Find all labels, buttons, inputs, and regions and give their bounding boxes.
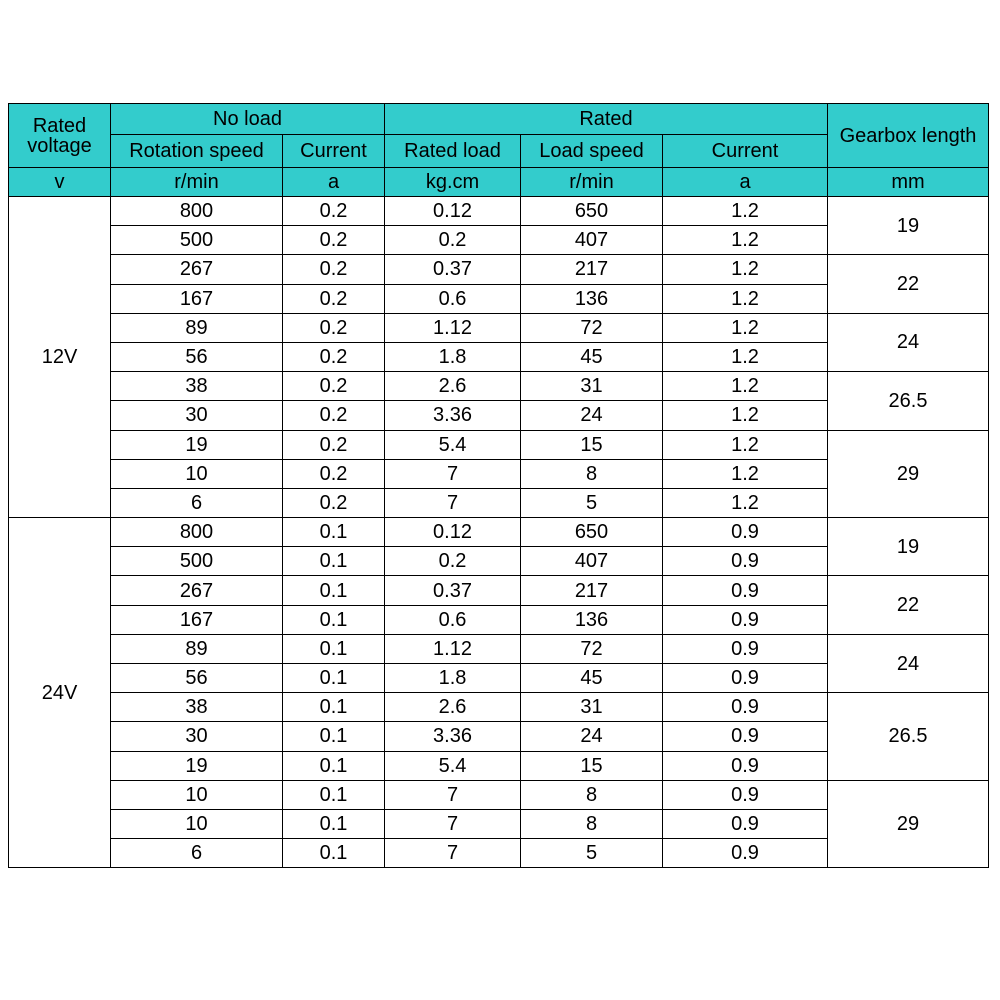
no-load-current-cell: 0.2 (283, 430, 385, 459)
rotation-speed-cell: 500 (111, 226, 283, 255)
no-load-current-cell: 0.1 (283, 634, 385, 663)
load-speed-cell: 8 (521, 809, 663, 838)
load-speed-cell: 5 (521, 839, 663, 868)
rated-load-cell: 2.6 (385, 372, 521, 401)
rotation-speed-cell: 38 (111, 372, 283, 401)
rated-load-header: Rated load (385, 135, 521, 168)
table-row (9, 634, 989, 663)
load-speed-cell: 407 (521, 226, 663, 255)
rotation-speed-cell: 19 (111, 751, 283, 780)
rated-header: Rated (385, 104, 828, 135)
rotation-speed-cell: 10 (111, 780, 283, 809)
no-load-current-cell: 0.1 (283, 780, 385, 809)
no-load-current-header: Current (283, 135, 385, 168)
rated-current-cell: 0.9 (663, 839, 828, 868)
table-row (9, 576, 989, 605)
no-load-current-cell: 0.2 (283, 342, 385, 371)
rotation-speed-cell: 267 (111, 255, 283, 284)
load-speed-header: Load speed (521, 135, 663, 168)
no-load-current-cell: 0.2 (283, 284, 385, 313)
rated-load-cell: 7 (385, 488, 521, 517)
rated-load-cell: 0.2 (385, 226, 521, 255)
rated-current-cell: 1.2 (663, 459, 828, 488)
rotation-speed-cell: 500 (111, 547, 283, 576)
table-row (9, 372, 989, 401)
rated-load-cell: 3.36 (385, 722, 521, 751)
rated-current-cell: 0.9 (663, 751, 828, 780)
gearbox-length-cell: 22 (828, 576, 989, 634)
table-row (9, 313, 989, 342)
gearbox-length-cell: 26.5 (828, 372, 989, 430)
no-load-current-cell: 0.1 (283, 664, 385, 693)
unit-gearbox-length: mm (828, 168, 989, 197)
gearbox-length-cell: 22 (828, 255, 989, 313)
no-load-current-cell: 0.2 (283, 401, 385, 430)
no-load-current-cell: 0.2 (283, 255, 385, 284)
rated-load-cell: 1.8 (385, 342, 521, 371)
no-load-current-cell: 0.2 (283, 372, 385, 401)
rated-voltage-header: Rated voltage (9, 104, 111, 168)
rated-current-cell: 1.2 (663, 313, 828, 342)
rated-load-cell: 5.4 (385, 430, 521, 459)
load-speed-cell: 45 (521, 342, 663, 371)
rotation-speed-cell: 267 (111, 576, 283, 605)
rated-load-cell: 0.37 (385, 576, 521, 605)
rated-load-cell: 0.6 (385, 284, 521, 313)
gearbox-length-cell: 29 (828, 430, 989, 518)
rotation-speed-cell: 800 (111, 197, 283, 226)
rated-load-cell: 1.8 (385, 664, 521, 693)
rated-current-cell: 1.2 (663, 488, 828, 517)
load-speed-cell: 217 (521, 576, 663, 605)
load-speed-cell: 8 (521, 780, 663, 809)
rotation-speed-cell: 6 (111, 488, 283, 517)
unit-rotation-speed: r/min (111, 168, 283, 197)
gearbox-length-cell: 19 (828, 197, 989, 255)
unit-voltage: v (9, 168, 111, 197)
rotation-speed-cell: 56 (111, 342, 283, 371)
table-body (9, 197, 989, 868)
load-speed-cell: 136 (521, 284, 663, 313)
rated-current-cell: 0.9 (663, 722, 828, 751)
unit-no-load-current: a (283, 168, 385, 197)
no-load-current-cell: 0.2 (283, 488, 385, 517)
no-load-current-cell: 0.1 (283, 751, 385, 780)
table-row (9, 197, 989, 226)
rated-current-cell: 0.9 (663, 664, 828, 693)
rated-load-cell: 0.6 (385, 605, 521, 634)
load-speed-cell: 5 (521, 488, 663, 517)
no-load-current-cell: 0.1 (283, 809, 385, 838)
rated-current-cell: 0.9 (663, 518, 828, 547)
no-load-current-cell: 0.1 (283, 547, 385, 576)
rotation-speed-cell: 89 (111, 634, 283, 663)
gearbox-length-cell: 26.5 (828, 693, 989, 781)
rated-current-cell: 0.9 (663, 780, 828, 809)
rated-load-cell: 7 (385, 809, 521, 838)
rated-load-cell: 0.2 (385, 547, 521, 576)
rated-load-cell: 0.37 (385, 255, 521, 284)
motor-spec-table (8, 103, 989, 868)
load-speed-cell: 31 (521, 372, 663, 401)
rated-current-cell: 0.9 (663, 547, 828, 576)
table-row (9, 518, 989, 547)
rated-load-cell: 2.6 (385, 693, 521, 722)
rated-load-cell: 3.36 (385, 401, 521, 430)
rated-current-cell: 0.9 (663, 634, 828, 663)
no-load-current-cell: 0.1 (283, 839, 385, 868)
rated-load-cell: 1.12 (385, 313, 521, 342)
load-speed-cell: 31 (521, 693, 663, 722)
rated-load-cell: 0.12 (385, 197, 521, 226)
rotation-speed-cell: 10 (111, 809, 283, 838)
load-speed-cell: 217 (521, 255, 663, 284)
no-load-current-cell: 0.1 (283, 605, 385, 634)
rotation-speed-cell: 19 (111, 430, 283, 459)
unit-rated-current: a (663, 168, 828, 197)
rotation-speed-cell: 167 (111, 284, 283, 313)
rated-current-cell: 1.2 (663, 430, 828, 459)
rated-current-cell: 1.2 (663, 401, 828, 430)
rotation-speed-cell: 89 (111, 313, 283, 342)
rotation-speed-cell: 30 (111, 401, 283, 430)
rated-load-cell: 0.12 (385, 518, 521, 547)
rated-current-cell: 1.2 (663, 342, 828, 371)
rotation-speed-cell: 6 (111, 839, 283, 868)
table-row (9, 430, 989, 459)
voltage-cell: 12V (9, 197, 111, 518)
load-speed-cell: 24 (521, 401, 663, 430)
load-speed-cell: 72 (521, 634, 663, 663)
no-load-current-cell: 0.1 (283, 693, 385, 722)
gearbox-length-header: Gearbox length (828, 104, 989, 168)
load-speed-cell: 45 (521, 664, 663, 693)
load-speed-cell: 136 (521, 605, 663, 634)
rated-current-cell: 1.2 (663, 284, 828, 313)
no-load-current-cell: 0.2 (283, 313, 385, 342)
rotation-speed-cell: 10 (111, 459, 283, 488)
rated-load-cell: 7 (385, 839, 521, 868)
no-load-current-cell: 0.1 (283, 722, 385, 751)
unit-rated-load: kg.cm (385, 168, 521, 197)
rated-load-cell: 5.4 (385, 751, 521, 780)
rated-load-cell: 7 (385, 780, 521, 809)
rotation-speed-header: Rotation speed (111, 135, 283, 168)
rated-load-cell: 1.12 (385, 634, 521, 663)
no-load-current-cell: 0.1 (283, 518, 385, 547)
gearbox-length-cell: 19 (828, 518, 989, 576)
table-row (9, 255, 989, 284)
no-load-header: No load (111, 104, 385, 135)
gearbox-length-cell: 29 (828, 780, 989, 868)
rated-current-cell: 0.9 (663, 576, 828, 605)
rated-current-cell: 0.9 (663, 605, 828, 634)
rotation-speed-cell: 56 (111, 664, 283, 693)
rated-current-cell: 1.2 (663, 372, 828, 401)
rotation-speed-cell: 167 (111, 605, 283, 634)
load-speed-cell: 650 (521, 197, 663, 226)
table-header (9, 104, 989, 197)
rotation-speed-cell: 800 (111, 518, 283, 547)
table-row (9, 693, 989, 722)
load-speed-cell: 8 (521, 459, 663, 488)
table-row (9, 780, 989, 809)
rated-current-cell: 0.9 (663, 809, 828, 838)
no-load-current-cell: 0.2 (283, 197, 385, 226)
load-speed-cell: 72 (521, 313, 663, 342)
rated-current-header: Current (663, 135, 828, 168)
load-speed-cell: 15 (521, 430, 663, 459)
voltage-cell: 24V (9, 518, 111, 868)
rated-load-cell: 7 (385, 459, 521, 488)
load-speed-cell: 407 (521, 547, 663, 576)
no-load-current-cell: 0.1 (283, 576, 385, 605)
rotation-speed-cell: 38 (111, 693, 283, 722)
rated-current-cell: 1.2 (663, 255, 828, 284)
load-speed-cell: 15 (521, 751, 663, 780)
load-speed-cell: 650 (521, 518, 663, 547)
unit-load-speed: r/min (521, 168, 663, 197)
rotation-speed-cell: 30 (111, 722, 283, 751)
rated-current-cell: 0.9 (663, 693, 828, 722)
gearbox-length-cell: 24 (828, 313, 989, 371)
rated-current-cell: 1.2 (663, 197, 828, 226)
gearbox-length-cell: 24 (828, 634, 989, 692)
no-load-current-cell: 0.2 (283, 459, 385, 488)
no-load-current-cell: 0.2 (283, 226, 385, 255)
load-speed-cell: 24 (521, 722, 663, 751)
rated-current-cell: 1.2 (663, 226, 828, 255)
